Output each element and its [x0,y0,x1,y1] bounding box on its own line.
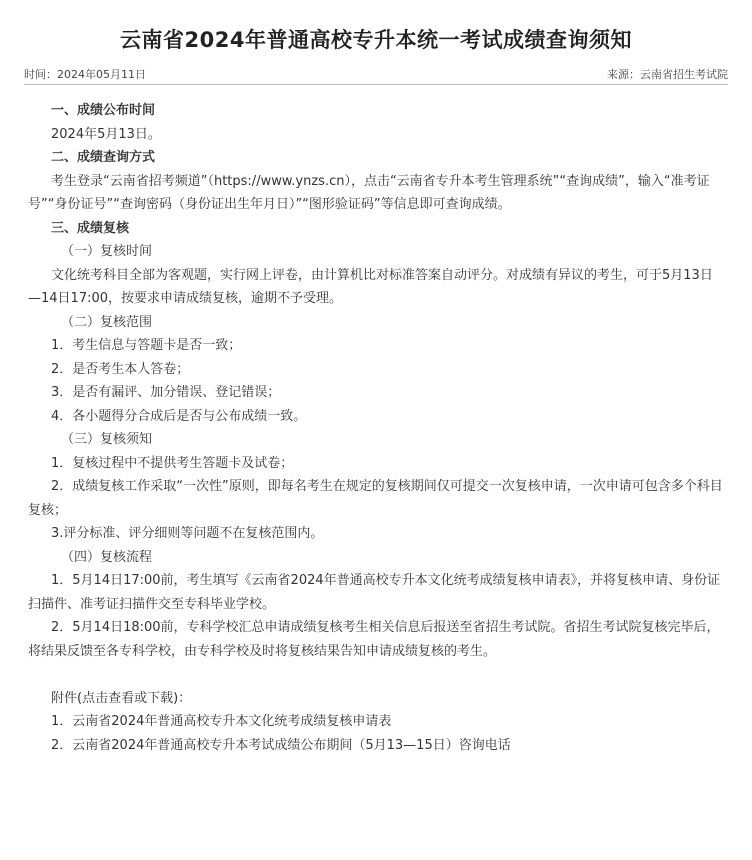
list-item: 2．成绩复核工作采取“一次性”原则，即每名考生在规定的复核期间仅可提交一次复核申请，一次申请可包含多个科目复核； [28,479,723,518]
section-heading-1: 一、成绩公布时间 [51,103,156,118]
section-heading-2: 二、成绩查询方式 [51,150,156,165]
subsection-heading-review-time: （一）复核时间 [61,244,153,259]
list-item: 3．是否有漏评、加分错误、登记错误； [51,385,281,400]
list-item: 2．5月14日18:00前，专科学校汇总申请成绩复核考生相关信息后报送至省招生考试院。省招生考试院复核完毕后，将结果反馈至各专科学校，由专科学校及时将复核结果告知申请成绩复核的考生。 [28,620,720,659]
subsection-heading-review-scope: （二）复核范围 [61,314,153,330]
query-method-text: 考生登录“云南省招考频道”（https://www.ynzs.cn），点击“云南省专升本考生管理系统”“查询成绩”，输入“准考证号”“身份证号”“查询密码（身份证出生年月日）”“图形验证码”等信息即可查询成绩。 [28,173,710,212]
list-item: 1．考生信息与答题卡是否一致； [51,338,242,353]
section-heading-3: 三、成绩复核 [51,220,130,236]
review-time-text: 文化统考科目全部为客观题，实行网上评卷，由计算机比对标准答案自动评分。对成绩有异议的考生，可于5月13日—14日17:00，按要求申请成绩复核，逾期不予受理。 [28,267,713,306]
page-title: 云南省2024年普通高校专升本统一考试成绩查询须知 [120,28,632,52]
result-date: 2024年5月13日。 [51,126,161,142]
spacer [28,663,724,687]
list-item: 3.评分标准、评分细则等问题不在复核范围内。 [51,526,324,541]
attachment-link-review-form[interactable]: 1．云南省2024年普通高校专升本文化统考成绩复核申请表 [51,714,392,729]
attachment-link-hotline[interactable]: 2．云南省2024年普通高校专升本考试成绩公布期间（5月13—15日）咨询电话 [51,737,511,753]
list-item: 4．各小题得分合成后是否与公布成绩一致。 [51,408,307,424]
publish-time: 时间：2024年05月11日 [24,68,146,81]
list-item: 1．复核过程中不提供考生答题卡及试卷； [51,455,294,471]
list-item: 2．是否考生本人答卷； [51,361,190,377]
subsection-heading-review-process: （四）复核流程 [61,549,153,565]
publish-source: 来源：云南省招生考试院 [607,68,728,81]
subsection-heading-review-notes: （三）复核须知 [61,432,153,447]
attachments-label: 附件(点击查看或下载)： [51,690,192,706]
list-item: 1．5月14日17:00前，考生填写《云南省2024年普通高校专升本文化统考成绩复核申请表》，并将复核申请、身份证扫描件、准考证扫描件交至专科毕业学校。 [28,573,721,612]
article-meta [24,66,728,84]
header-divider [24,84,728,85]
article-body [28,99,724,757]
